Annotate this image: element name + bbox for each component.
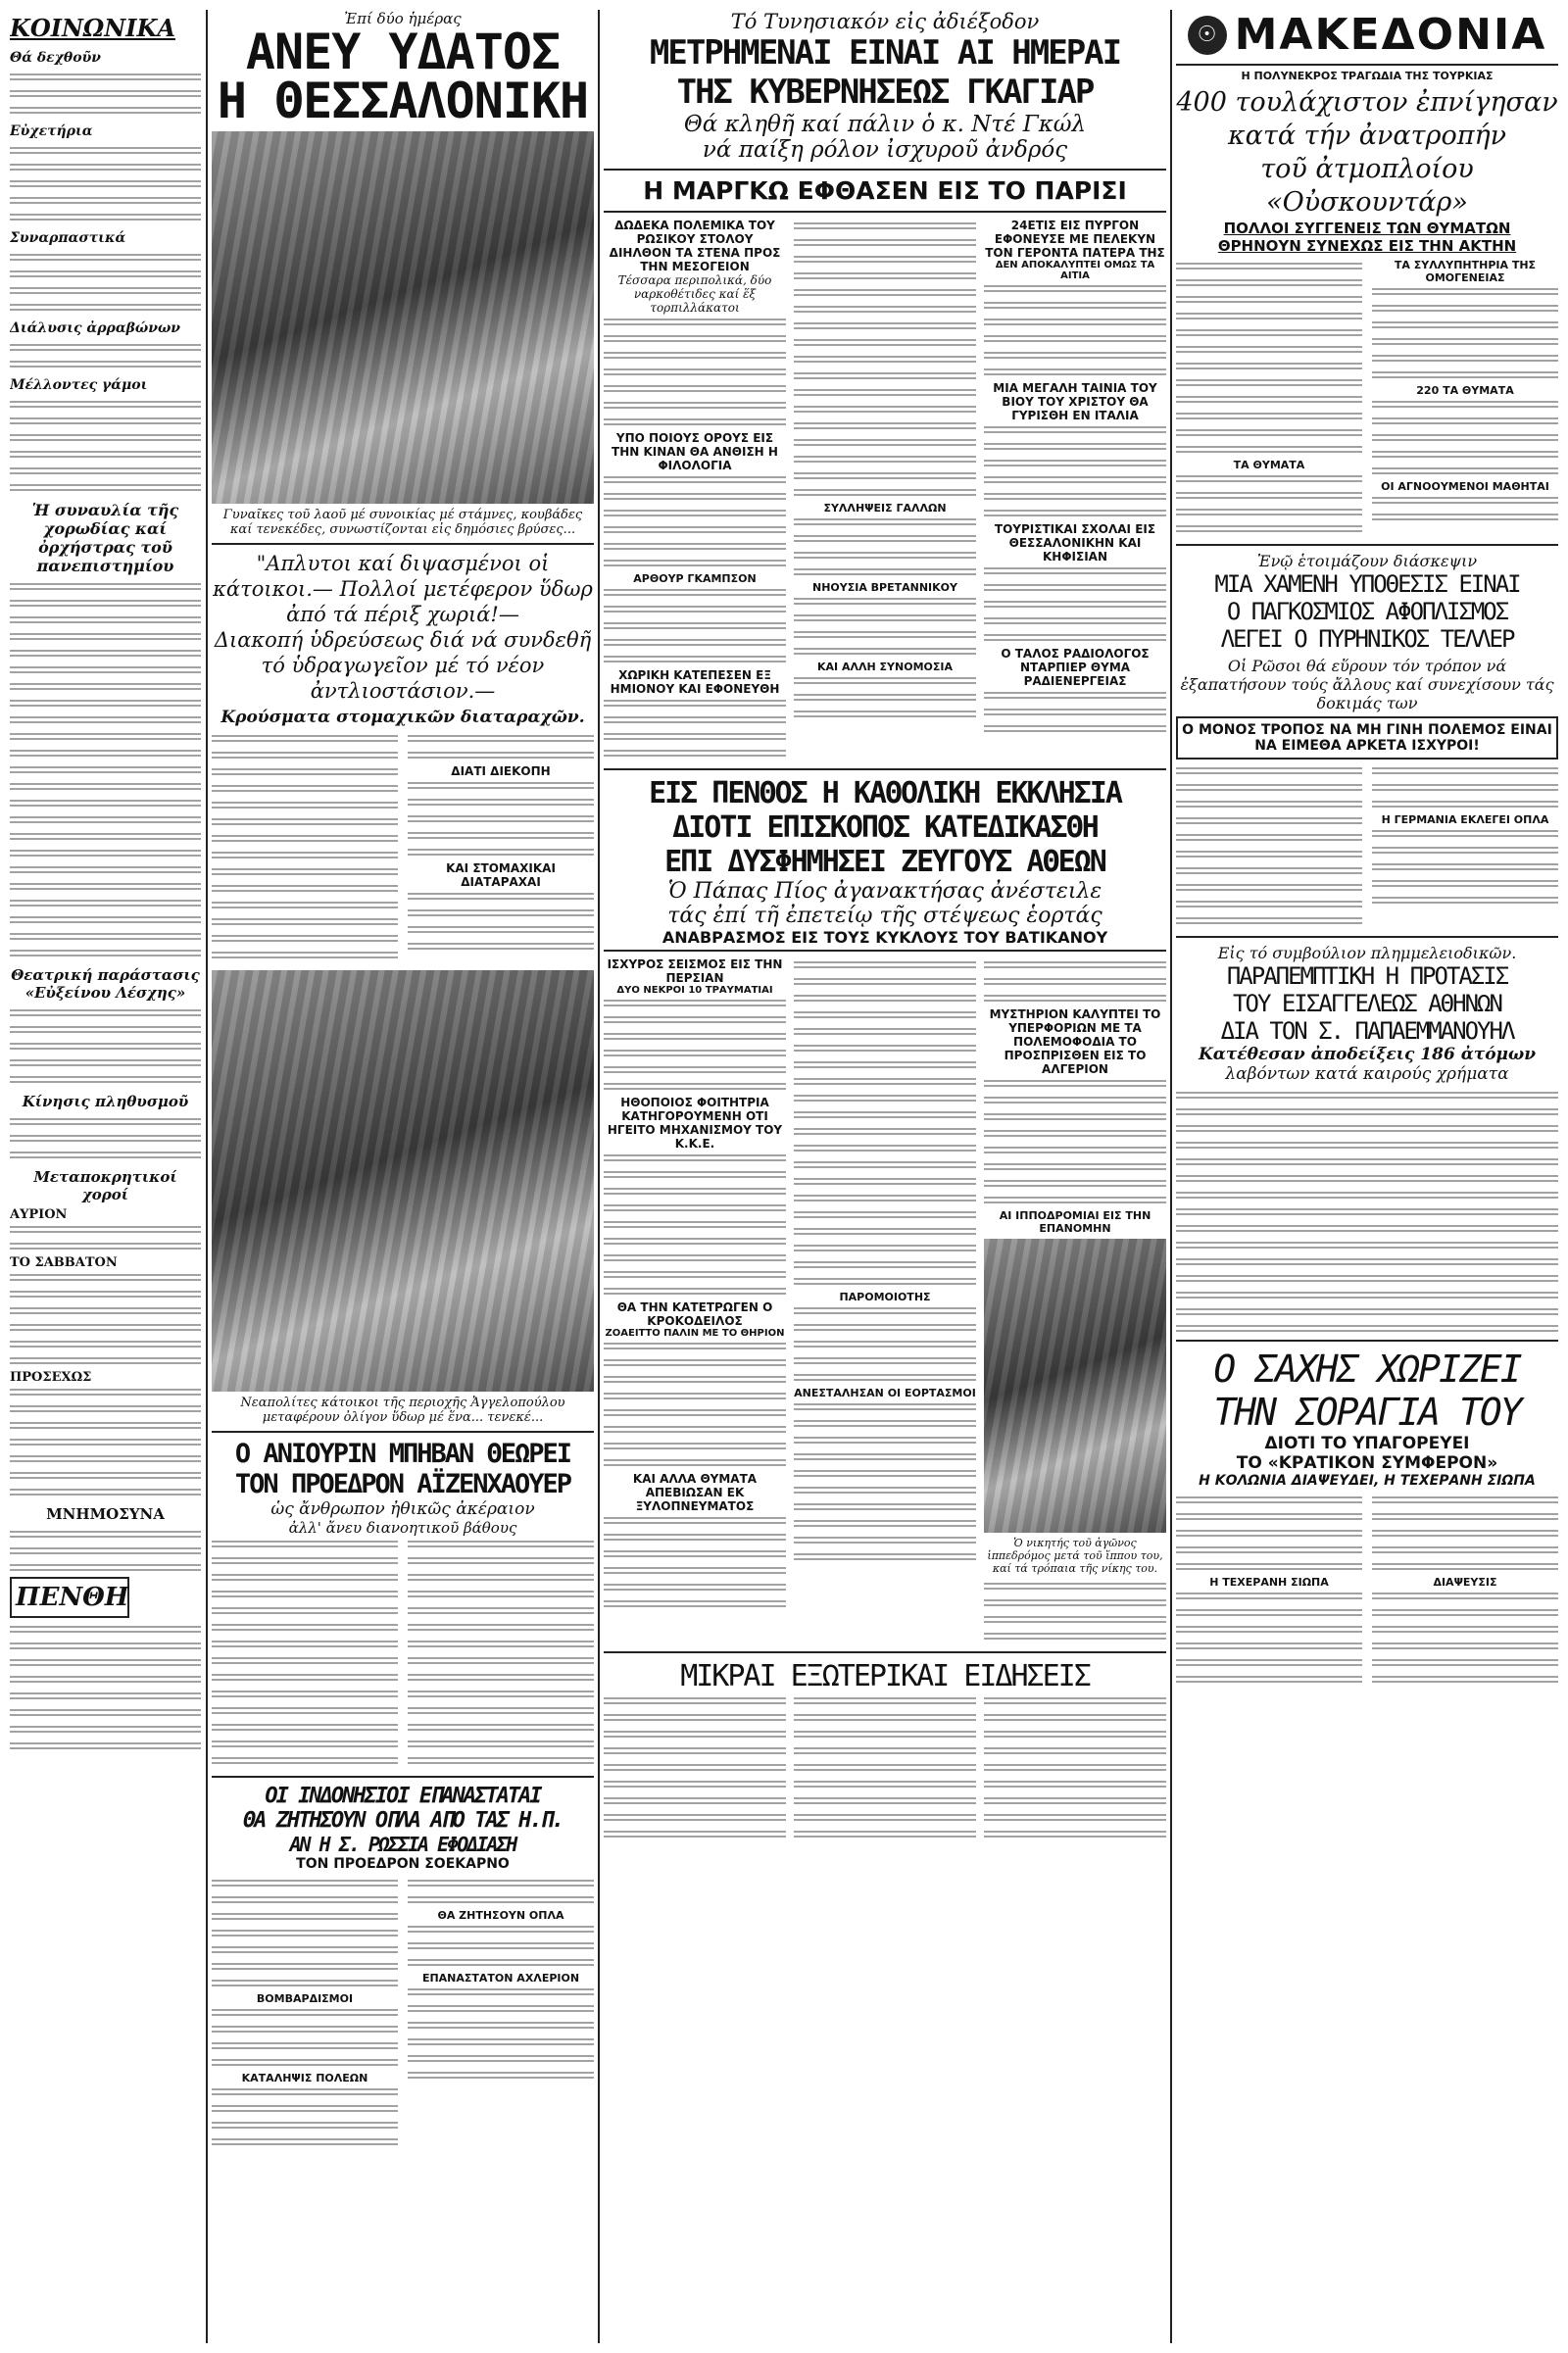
indonesia-title-3: ΑΝ Η Σ. ΡΩΣΣΙΑ ΕΦΟΔΙΑΣΗ xyxy=(289,1833,516,1856)
hippodrome-head: ΑΙ ΙΠΠΟΔΡΟΜΙΑΙ ΕΙΣ ΤΗΝ ΕΠΑΝΟΜΗΝ xyxy=(999,1209,1152,1235)
mourning-box: ΠΕΝΘΗ xyxy=(10,1577,129,1618)
ships-sub: Τέσσαρα περιπολικά, δύο ναρκοθέτιδες καί ἕξ τορπιλλάκατοι xyxy=(617,273,772,315)
subhead-greetings: Εὐχετήρια xyxy=(10,123,93,139)
indonesia-sub-3: ΒΟΜΒΑΡΔΙΣΜΟΙ xyxy=(256,1992,354,2005)
section-title: ΚΟΙΝΩΝΙΚΑ xyxy=(10,14,175,42)
turkey-title-3: τοῦ ἀτμοπλοίου «Οὐσκουντάρ» xyxy=(1260,154,1474,218)
other-head: ΚΑΙ ΑΛΛΗ ΣΥΝΟΜΟΣΙΑ xyxy=(817,661,953,673)
kills-sub: ΔΕΝ ΑΠΟΚΑΛΥΠΤΕΙ ΟΜΩΣ ΤΑ ΑΙΤΙΑ xyxy=(995,260,1155,281)
subhead-receptions: Θά δεχθοῦν xyxy=(10,50,102,66)
turkey-kicker: Η ΠΟΛΥΝΕΚΡΟΣ ΤΡΑΓΩΔΙΑ ΤΗΣ ΤΟΥΡΚΙΑΣ xyxy=(1241,70,1494,82)
eisenhower-sub-1: ὡς ἄνθρωπον ἠθικῶς ἀκέραιον xyxy=(270,1499,535,1519)
eisenhower-title-2: ΤΟΝ ΠΡΟΕΔΡΟΝ ΑΪΖΕΝΧΑΟΥΕΡ xyxy=(234,1469,571,1499)
catholic-title-1: ΕΙΣ ΠΕΝΘΟΣ Η ΚΑΘΟΛΙΚΗ ΕΚΚΛΗΣΙΑ xyxy=(649,776,1121,810)
papaem-title-1: ΠΑΡΑΠΕΜΠΤΙΚΗ Η ΠΡΟΤΑΣΙΣ xyxy=(1226,962,1508,990)
turkey-title-1: 400 τουλάχιστον ἐπνίγησαν xyxy=(1176,87,1558,118)
water-quote: "Απλυτοι καί διψασμένοι οἱ κάτοικοι.— Πολλοί μετέφερον ὕδωρ ἀπό τά πέριξ χωριά!— xyxy=(213,552,593,626)
shah-sub-3: Η ΚΟΛΩΝΙΑ ΔΙΑΨΕΥΔΕΙ, Η ΤΕΧΕΡΑΝΗ ΣΙΩΠΑ xyxy=(1199,1473,1536,1489)
indonesia-title-4: ΤΟΝ ΠΡΟΕΔΡΟΝ ΣΟΕΚΑΡΝΟ xyxy=(296,1856,510,1872)
condolences-head: ΤΑ ΣΥΛΛΥΠΗΤΗΡΙΑ ΤΗΣ ΟΜΟΓΕΝΕΙΑΣ xyxy=(1394,259,1537,284)
students-head: ΟΙ ΑΓΝΟΟΥΜΕΝΟΙ ΜΑΘΗΤΑΙ xyxy=(1381,480,1549,493)
catholic-title-3: ΕΠΙ ΔΥΣΦΗΜΗΣΕΙ ΖΕΥΓΟΥΣ ΑΘΕΩΝ xyxy=(664,845,1105,879)
film-head: ΜΙΑ ΜΕΓΑΛΗ ΤΑΙΝΙΑ ΤΟΥ ΒΙΟΥ ΤΟΥ ΧΡΙΣΤΟΥ ΘΑ ΓΥΡΙΣΘΗ ΕΝ ΙΤΑΛΙΑ xyxy=(993,381,1157,422)
masthead xyxy=(1176,10,1558,66)
papaem-title-3: ΔΙΑ ΤΟΝ Σ. ΠΑΠΑΕΜΜΑΝΟΥΗΛ xyxy=(1220,1017,1514,1045)
tunisia-sub-2: νά παίξη ρόλον ἰσχυροῦ ἀνδρός xyxy=(702,137,1068,163)
column-water xyxy=(212,10,594,2343)
shah-sub-5: ΔΙΑΨΕΥΣΙΣ xyxy=(1433,1576,1497,1589)
indonesia-title-2: ΘΑ ΖΗΤΗΣΟΥΝ ΟΠΛΑ ΑΠΟ ΤΑΣ Η.Π. xyxy=(242,1808,564,1833)
label-tomorrow: ΑΥΡΙΟΝ xyxy=(10,1207,68,1222)
shah-sub-4: Η ΤΕΧΕΡΑΝΗ ΣΙΩΠΑ xyxy=(1209,1576,1329,1589)
photo-caption-1: Γυναῖκες τοῦ λαοῦ μέ συνοικίας μέ στάμνες, κουβάδες καί τενεκέδες, συνωστίζονται εἰς δημόσιες βρύσες... xyxy=(222,508,583,537)
quake-head: ΙΣΧΥΡΟΣ ΣΕΙΣΜΟΣ ΕΙΣ ΤΗΝ ΠΕΡΣΙΑΝ xyxy=(607,957,783,985)
photo-water-queue xyxy=(212,131,594,504)
teller-kicker: Ἐνῷ ἑτοιμάζουν διάσκεψιν xyxy=(1256,552,1478,570)
shah-title-1: Ο ΣΑΧΗΣ ΧΩΡΙΖΕΙ xyxy=(1213,1348,1521,1391)
photo-hippodrome xyxy=(984,1239,1166,1533)
water-sub-2: ΚΑΙ ΣΤΟΜΑΧΙΚΑΙ ΔΙΑΤΑΡΑΧΑΙ xyxy=(446,861,556,889)
newspaper-page xyxy=(10,10,1558,2343)
column-social xyxy=(10,10,201,2343)
turkey-sub-2: ΘΡΗΝΟΥΝ ΣΥΝΕΧΩΣ ΕΙΣ ΤΗΝ ΑΚΤΗΝ xyxy=(1217,237,1517,255)
subhead-memorials: ΜΝΗΜΟΣΥΝΑ xyxy=(46,1505,165,1523)
toxic-head: ΚΑΙ ΑΛΛΑ ΘΥΜΑΤΑ ΑΠΕΒΙΩΣΑΝ ΕΚ ΞΥΛΟΠΝΕΥΜΑΤΟΣ xyxy=(632,1472,758,1513)
subhead-concert: Ἡ συναυλία τῆς χορωδίας καί ὀρχήστρας τοῦ πανεπιστημίου xyxy=(31,501,179,575)
victims-head: ΤΑ ΘΥΜΑΤΑ xyxy=(1233,459,1305,471)
feast-head: ΑΝΕΣΤΑΛΗΣΑΝ ΟΙ ΕΟΡΤΑΣΜΟΙ xyxy=(794,1387,976,1399)
ships-head: ΔΩΔΕΚΑ ΠΟΛΕΜΙΚΑ ΤΟΥ ΡΩΣΙΚΟΥ ΣΤΟΛΟΥ ΔΙΗΛΘΟΝ ΤΑ ΣΤΕΝΑ ΠΡΟΣ ΤΗΝ ΜΕΣΟΓΕΙΟΝ xyxy=(609,219,781,273)
papaem-sub-1: Κατέθεσαν ἀποδείξεις 186 ἀτόμων xyxy=(1199,1045,1536,1064)
actress-head: ΗΘΟΠΟΙΟΣ ΦΟΙΤΗΤΡΙΑ ΚΑΤΗΓΟΡΟΥΜΕΝΗ ΟΤΙ ΗΓΕΙΤΟ ΜΗΧΑΝΙΣΜΟΥ ΤΟΥ Κ.Κ.Ε. xyxy=(607,1096,783,1151)
shah-sub-1: ΔΙΟΤΙ ΤΟ ΥΠΑΓΟΡΕΥΕΙ xyxy=(1264,1434,1470,1453)
british-head: ΝΗΟΥΣΙΑ ΒΡΕΤΑΝΝΙΚΟΥ xyxy=(811,581,957,594)
teller-title-3: ΛΕΓΕΙ Ο ΠΥΡΗΝΙΚΟΣ ΤΕΛΛΕΡ xyxy=(1220,625,1514,653)
algeria-head: ΜΥΣΤΗΡΙΟΝ ΚΑΛΥΠΤΕΙ ΤΟ ΥΠΕΡΦΟΡΙΩΝ ΜΕ ΤΑ ΠΟΛΕΜΟΦΟΔΙΑ ΤΟ ΠΡΟΣΠΡΙΣΘΕΝ ΕΙΣ ΤΟ ΑΛΓΕΡΙΟΝ xyxy=(989,1007,1161,1076)
foreign-news-title: ΜΙΚΡΑΙ ΕΞΩΤΕΡΙΚΑΙ ΕΙΔΗΣΕΙΣ xyxy=(680,1659,1090,1693)
water-title-1: ΑΝΕΥ ΥΔΑΤΟΣ xyxy=(245,24,561,80)
croc-sub: ΖΟΑΕΙΤΤΟ ΠΑΛΙΝ ΜΕ ΤΟ ΘΗΡΙΟΝ xyxy=(605,1328,785,1339)
margaret-title: Η ΜΑΡΓΚΩ ΕΦΘΑΣΕΝ ΕΙΣ ΤΟ ΠΑΡΙΣΙ xyxy=(643,176,1127,205)
catholic-title-2: ΔΙΟΤΙ ΕΠΙΣΚΟΠΟΣ ΚΑΤΕΔΙΚΑΣΘΗ xyxy=(672,810,1098,845)
turkey-sub-1: ΠΟΛΛΟΙ ΣΥΓΓΕΝΕΙΣ ΤΩΝ ΘΥΜΑΤΩΝ xyxy=(1223,220,1511,237)
water-line-3: Κρούσματα στομαχικῶν διαταραχῶν. xyxy=(220,708,585,727)
photo-water-buckets xyxy=(212,970,594,1392)
kills-head: 24ΕΤΙΣ ΕΙΣ ΠΥΡΓΟΝ ΕΦΟΝΕΥΣΕ ΜΕ ΠΕΛΕΚΥΝ ΤΟΝ ΓΕΡΟΝΤΑ ΠΑΤΕΡΑ ΤΗΣ xyxy=(985,219,1165,260)
teller-title-1: ΜΙΑ ΧΑΜΕΝΗ ΥΠΟΘΕΣΙΣ ΕΙΝΑΙ xyxy=(1214,570,1520,598)
eisenhower-title-1: Ο ΑΝΙΟΥΡΙΝ ΜΠΗΒΑΝ ΘΕΩΡΕΙ xyxy=(234,1439,571,1469)
masthead-logo-icon: ☉ xyxy=(1188,16,1227,55)
subhead-engagements: Συναρπαστικά xyxy=(10,230,126,246)
subhead-theatre: Θεατρική παράστασις «Εὐξείνου Λέσχης» xyxy=(11,966,200,1002)
tourist-head: ΤΟΥΡΙΣΤΙΚΑΙ ΣΧΟΛΑΙ ΕΙΣ ΘΕΣΣΑΛΟΝΙΚΗΝ ΚΑΙ ΚΗΦΙΣΙΑΝ xyxy=(994,522,1156,564)
shah-title-2: ΤΗΝ ΣΟΡΑΓΙΑ ΤΟΥ xyxy=(1213,1391,1521,1434)
papaem-title-2: ΤΟΥ ΕΙΣΑΓΓΕΛΕΩΣ ΑΘΗΝΩΝ xyxy=(1233,990,1501,1017)
shah-sub-2: ΤΟ «ΚΡΑΤΙΚΟΝ ΣΥΜΦΕΡΟΝ» xyxy=(1236,1453,1498,1473)
column-right xyxy=(1176,10,1558,2343)
teller-sub-2: Ο ΜΟΝΟΣ ΤΡΟΠΟΣ ΝΑ ΜΗ ΓΙΝΗ ΠΟΛΕΜΟΣ ΕΙΝΑΙ ΝΑ ΕΙΜΕΘΑ ΑΡΚΕΤΑ ΙΣΧΥΡΟΙ! xyxy=(1176,716,1558,760)
papaem-kicker: Εἰς τό συμβούλιον πλημμελειοδικῶν. xyxy=(1217,944,1517,962)
eisenhower-sub-2: ἀλλ' ἄνευ διανοητικοῦ βάθους xyxy=(288,1519,517,1537)
tunisia-title-1: ΜΕΤΡΗΜΕΝΑΙ ΕΙΝΑΙ ΑΙ ΗΜΕΡΑΙ xyxy=(649,33,1121,73)
writer-head: ΑΡΘΟΥΡ ΓΚΑΜΠΣΟΝ xyxy=(633,572,757,585)
turkey-title-2: κατά τήν ἀνατροπήν xyxy=(1227,121,1507,151)
paromoiotis-head: ΠΑΡΟΜΟΙΟΤΗΣ xyxy=(839,1291,931,1303)
water-kicker: Ἐπί δύο ἡμέρας xyxy=(344,10,462,27)
falls-head: ΧΩΡΙΚΗ ΚΑΤΕΠΕΣΕΝ ΕΞ ΗΜΙΟΝΟΥ ΚΑΙ ΕΦΟΝΕΥΘΗ xyxy=(610,668,780,696)
papaem-sub-2: λαβόντων κατά καιρούς χρήματα xyxy=(1225,1064,1509,1084)
hippodrome-caption: Ὁ νικητής τοῦ ἀγῶνος ἱππεδρόμος μετά τοῦ ἵππου του, καί τά τρόπαια τῆς νίκης του. xyxy=(987,1537,1163,1575)
water-sub-1: ΔΙΑΤΙ ΔΙΕΚΟΠΗ xyxy=(451,764,551,778)
quake-sub: ΔΥΟ ΝΕΚΡΟΙ 10 ΤΡΑΥΜΑΤΙΑΙ xyxy=(616,985,773,996)
croc-head: ΘΑ ΤΗΝ ΚΑΤΕΤΡΩΓΕΝ Ο ΚΡΟΚΟΔΕΙΛΟΣ xyxy=(616,1300,773,1328)
gallon-head: ΣΥΛΛΗΨΕΙΣ ΓΑΛΛΩΝ xyxy=(823,502,947,515)
catholic-sub-2: τάς ἐπί τῆ ἐπετείῳ τῆς στέψεως ἑορτάς xyxy=(667,904,1102,928)
subhead-weddings: Μέλλοντες γάμοι xyxy=(10,377,148,393)
masthead-title: ΜΑΚΕΔΟΝΙΑ xyxy=(1234,10,1547,60)
water-title-2: Η ΘΕΣΣΑΛΟΝΙΚΗ xyxy=(217,73,589,129)
water-line-2: Διακοπή ὑδρεύσεως διά νά συνδεθῆ τό ὑδραγωγεῖον μέ τό νέον ἀντλιοστάσιον.— xyxy=(214,628,592,703)
label-saturday: ΤΟ ΣΑΒΒΑΤΟΝ xyxy=(10,1255,118,1270)
tunisia-title-2: ΤΗΣ ΚΥΒΕΡΝΗΣΕΩΣ ΓΚΑΓΙΑΡ xyxy=(676,73,1094,112)
teller-sub-1: Οἱ Ρῶσοι θά εὕρουν τόν τρόπον νά ἐξαπατήσουν τούς ἄλλους καί συνεχίσουν τάς δοκιμάς των xyxy=(1180,657,1554,712)
victims220-head: 220 ΤΑ ΘΥΜΑΤΑ xyxy=(1416,384,1514,397)
tunisia-sub-1: Θά κληθῆ καί πάλιν ὁ κ. Ντέ Γκώλ xyxy=(683,112,1087,137)
china-head: ΥΠΟ ΠΟΙΟΥΣ ΟΡΟΥΣ ΕΙΣ ΤΗΝ ΚΙΝΑΝ ΘΑ ΑΝΘΙΣΗ Η ΦΙΛΟΛΟΓΙΑ xyxy=(612,431,778,472)
teller-title-2: Ο ΠΑΓΚΟΣΜΙΟΣ ΑΦΟΠΛΙΣΜΟΣ xyxy=(1226,598,1508,625)
column-center xyxy=(604,10,1166,2343)
indonesia-sub-1: ΘΑ ΖΗΤΗΣΟΥΝ ΟΠΛΑ xyxy=(437,1909,564,1922)
subhead-dances: Μεταποκρητικοί χοροί xyxy=(33,1168,177,1203)
catholic-sub-3: ΑΝΑΒΡΑΣΜΟΣ ΕΙΣ ΤΟΥΣ ΚΥΚΛΟΥΣ ΤΟΥ ΒΑΤΙΚΑΝΟΥ xyxy=(604,928,1166,952)
catholic-sub-1: Ὁ Πάπας Πίος ἀγανακτήσας ἀνέστειλε xyxy=(667,879,1102,904)
indonesia-sub-4: ΚΑΤΑΛΗΨΙΣ ΠΟΛΕΩΝ xyxy=(241,2072,368,2084)
teller-sub-3: Η ΓΕΡΜΑΝΙΑ ΕΚΛΕΓΕΙ ΟΠΛΑ xyxy=(1381,813,1549,826)
subhead-population: Κίνησις πληθυσμοῦ xyxy=(22,1093,189,1110)
tunisia-kicker: Τό Τυνησιακόν εἰς ἀδιέξοδον xyxy=(730,10,1040,33)
indonesia-sub-2: ΕΠΑΝΑΣΤΑΤΟΝ ΑΧΛΕΡΙΟΝ xyxy=(421,1972,580,1985)
radiologist-head: Ο ΤΑΛΟΣ ΡΑΔΙΟΛΟΓΟΣ ΝΤΑΡΠΙΕΡ ΘΥΜΑ ΡΑΔΙΕΝΕΡΓΕΙΑΣ xyxy=(1001,647,1150,688)
label-soon: ΠΡΟΣΕΧΩΣ xyxy=(10,1370,92,1385)
indonesia-title-1: ΟΙ ΙΝΔΟΝΗΣΙΟΙ ΕΠΑΝΑΣΤΑΤΑΙ xyxy=(265,1784,541,1808)
subhead-broken-engagements: Διάλυσις ἀρραβώνων xyxy=(10,320,180,336)
photo-caption-2: Νεαπολίτες κάτοικοι τῆς περιοχῆς Ἀγγελοπούλου μεταφέρουν ὀλίγον ὕδωρ μέ ἕνα... τενεκέ... xyxy=(240,1396,565,1425)
